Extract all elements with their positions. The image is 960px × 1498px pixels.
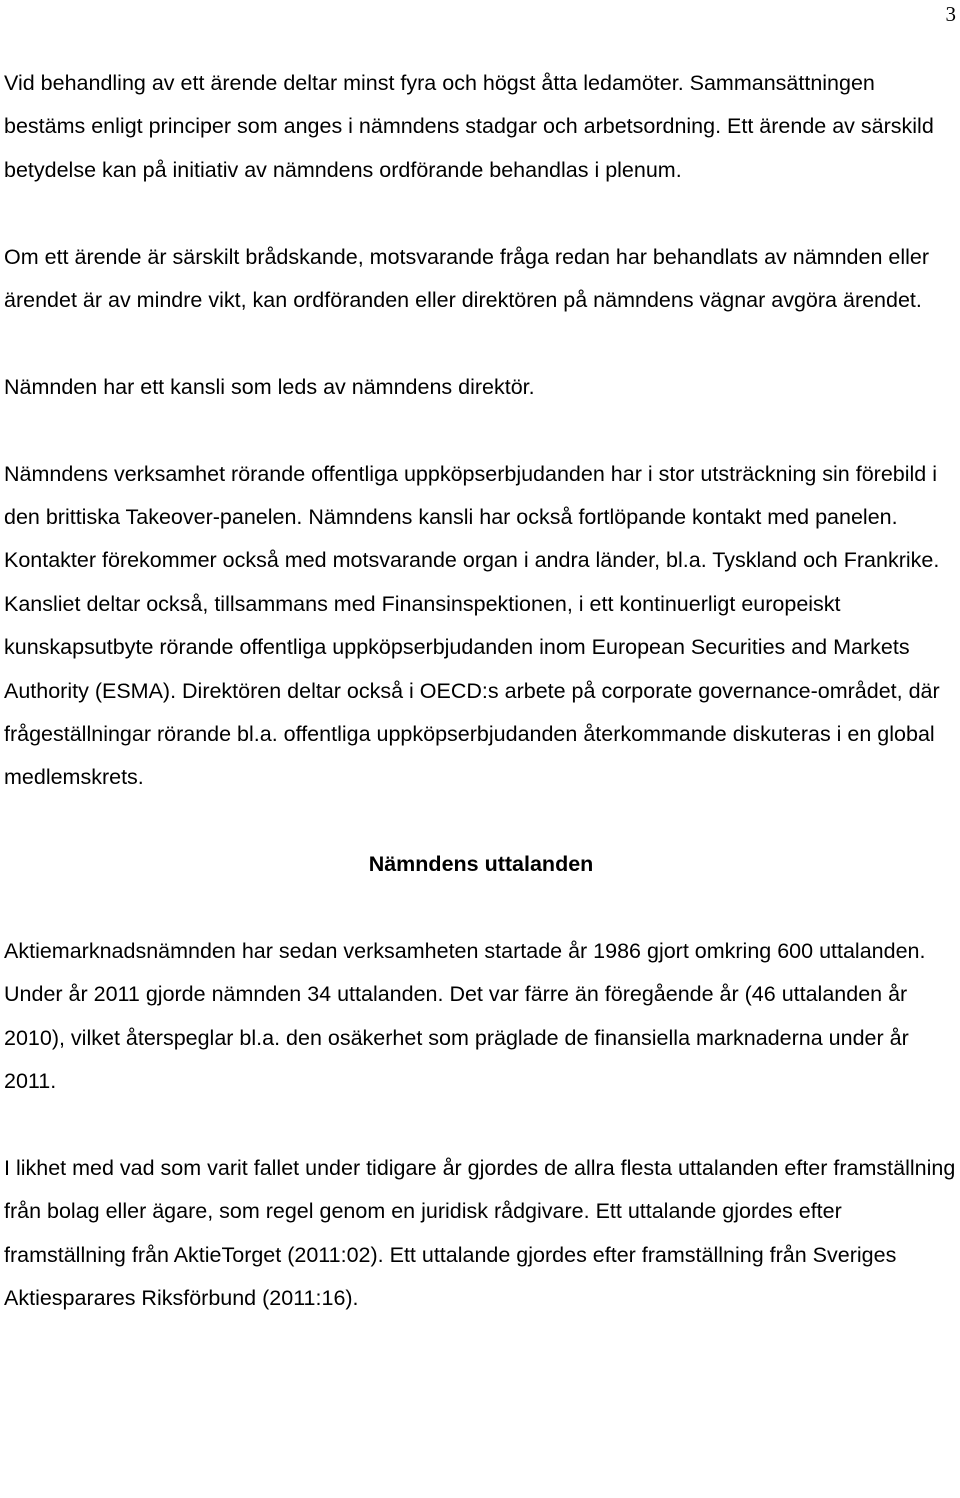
paragraph-secretariat: Nämnden har ett kansli som leds av nämndens direktör. [4,374,535,399]
page-number: 3 [945,2,956,26]
paragraph-panel-composition: Vid behandling av ett ärende deltar minst fyra och högst åtta ledamöter. Sammansättningen bestäms enligt principer som anges i nämndens stadgar och arbetsordning. Ett ärende av särskild betydelse kan på initiativ av nämndens ordförande behandlas i plenum. [4,71,934,182]
paragraph-statements-requests: I likhet med vad som varit fallet under tidigare år gjordes de allra flesta uttalanden efter framställning från bolag eller ägare, som regel genom en juridisk rådgivare. Ett uttalande gjordes efter framställning från AktieTorget (2011:02). Ett uttalande gjordes efter framställning från Sveriges Aktiesparares Riksförbund (2011:16). [4,1156,956,1311]
paragraph-international-contacts: Nämndens verksamhet rörande offentliga uppköpserbjudanden har i stor utsträckning sin förebild i den brittiska Takeover-panelen. Nämndens kansli har också fortlöpande kontakt med panelen. Kontakter förekommer också med motsvarande organ i andra länder, bl.a. Tyskland och Frankrike. Kansliet deltar också, tillsammans med Finansinspektionen, i ett kontinuerligt europeiskt kunskapsutbyte rörande offentliga uppköpserbjudanden inom European Securities and Markets Authority (ESMA). Direktören deltar också i OECD:s arbete på corporate governance-området, där frågeställningar rörande bl.a. offentliga uppköpserbjudanden återkommande diskuteras i en global medlemskrets. [4,461,940,790]
document-body [4,62,958,1321]
paragraph-urgent-matters: Om ett ärende är särskilt brådskande, motsvarande fråga redan har behandlats av nämnden eller ärendet är av mindre vikt, kan ordföranden eller direktören på nämndens vägnar avgöra ärendet. [4,244,930,313]
paragraph-statements-count: Aktiemarknadsnämnden har sedan verksamheten startade år 1986 gjort omkring 600 uttalanden. Under år 2011 gjorde nämnden 34 uttalanden. Det var färre än föregående år (46 uttalanden år 2010), vilket återspeglar bl.a. den osäkerhet som präglade de finansiella marknaderna under år 2011. [4,939,926,1094]
section-heading: Nämndens uttalanden [368,852,594,877]
